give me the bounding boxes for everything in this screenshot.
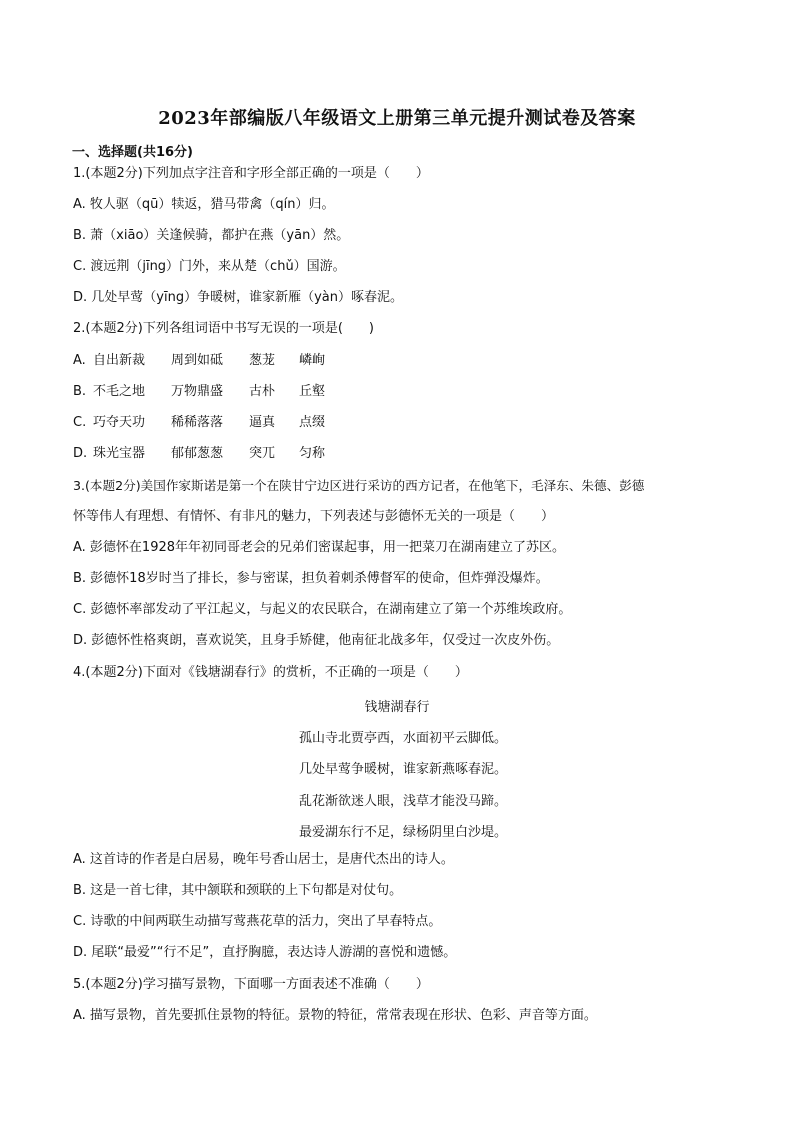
- q2-option-a: [73, 353, 365, 369]
- q2-a-word1: 自出新裁: [93, 353, 146, 368]
- poem-line-4: 最爱湖东行不足，绿杨阴里白沙堤。: [299, 825, 508, 840]
- q2-a-word4: 嶙峋: [299, 353, 326, 368]
- q3-stem-line1: 3.(本题2分)美国作家斯诺是第一个在陕甘宁边区进行采访的西方记者，在他笔下，毛泽东、朱德、彭德: [73, 478, 645, 493]
- q2-b-word1: 不毛之地: [93, 384, 146, 399]
- q2-d-word1: 珠光宝器: [93, 446, 146, 461]
- q2-b-label: B.: [73, 384, 87, 399]
- q2-stem: 2.(本题2分)下列各组词语中书写无误的一项是( ): [73, 321, 374, 336]
- q2-b-word3: 古朴: [249, 384, 276, 399]
- poem-line-2: 几处早莺争暖树，谁家新燕啄春泥。: [299, 762, 508, 777]
- q2-c-word1: 巧夺天功: [93, 415, 146, 430]
- q2-a-word2: 周到如砥: [171, 353, 224, 368]
- document-title: 2023年部编版八年级语文上册第三单元提升测试卷及答案: [158, 108, 636, 129]
- poem-title: 钱塘湖春行: [364, 700, 430, 715]
- q3-option-c: C. 彭德怀率部发动了平江起义，与起义的农民联合，在湖南建立了第一个苏维埃政府。: [73, 602, 572, 617]
- q2-b-word2: 万物鼎盛: [171, 384, 224, 399]
- q1-option-d: D. 几处早莺（yīng）争暖树，谁家新雁（yàn）啄春泥。: [73, 290, 403, 305]
- q2-c-word2: 稀稀落落: [171, 415, 224, 430]
- q2-c-label: C.: [73, 415, 87, 430]
- q4-option-d: D. 尾联“最爱”“行不足”，直抒胸臆，表达诗人游湖的喜悦和遗憾。: [73, 945, 457, 960]
- q2-option-d: [73, 446, 365, 462]
- q1-stem: 1.(本题2分)下列加点字注音和字形全部正确的一项是（ ）: [73, 166, 429, 181]
- q3-stem-line2: 怀等伟人有理想、有情怀、有非凡的魅力，下列表述与彭德怀无关的一项是（ ）: [73, 509, 555, 524]
- q4-option-c: C. 诗歌的中间两联生动描写莺燕花草的活力，突出了早春特点。: [73, 914, 442, 929]
- q5-option-a: A. 描写景物，首先要抓住景物的特征。景物的特征，常常表现在形状、色彩、声音等方面。: [73, 1008, 597, 1023]
- q1-option-c: C. 渡远荆（jīng）门外，来从楚（chǔ）国游。: [73, 259, 346, 274]
- q4-stem: 4.(本题2分)下面对《钱塘湖春行》的赏析，不正确的一项是（ ）: [73, 665, 468, 680]
- q4-option-b: B. 这是一首七律，其中颔联和颈联的上下句都是对仗句。: [73, 883, 403, 898]
- q2-option-c: [73, 415, 365, 431]
- q2-d-word3: 突兀: [249, 446, 276, 461]
- q5-stem: 5.(本题2分)学习描写景物，下面哪一方面表述不准确（ ）: [73, 977, 429, 992]
- q4-option-a: A. 这首诗的作者是白居易，晚年号香山居士，是唐代杰出的诗人。: [73, 852, 454, 867]
- q3-option-d: D. 彭德怀性格爽朗，喜欢说笑，且身手矫健，他南征北战多年，仅受过一次皮外伤。: [73, 633, 560, 648]
- q1-option-b: B. 萧（xiāo）关逢候骑，都护在燕（yān）然。: [73, 228, 350, 243]
- q2-a-label: A.: [73, 353, 86, 368]
- poem-line-3: 乱花渐欲迷人眼，浅草才能没马蹄。: [299, 794, 508, 809]
- q2-a-word3: 葱茏: [249, 353, 276, 368]
- q1-option-a: A. 牧人驱（qū）犊返，猎马带禽（qín）归。: [73, 197, 335, 212]
- q2-d-word2: 郁郁葱葱: [171, 446, 224, 461]
- section-heading: 一、选择题(共16分): [72, 145, 193, 160]
- q2-b-word4: 丘壑: [299, 384, 326, 399]
- q2-c-word3: 逼真: [249, 415, 276, 430]
- q2-d-label: D.: [73, 446, 88, 461]
- q3-option-b: B. 彭德怀18岁时当了排长，参与密谋，担负着刺杀傅督军的使命，但炸弹没爆炸。: [73, 571, 549, 586]
- q2-option-b: [73, 384, 365, 400]
- q2-d-word4: 匀称: [299, 446, 326, 461]
- q2-c-word4: 点缀: [299, 415, 326, 430]
- q3-option-a: A. 彭德怀在1928年年初同哥老会的兄弟们密谋起事，用一把菜刀在湖南建立了苏区。: [73, 540, 566, 555]
- poem-line-1: 孤山寺北贾亭西，水面初平云脚低。: [299, 731, 508, 746]
